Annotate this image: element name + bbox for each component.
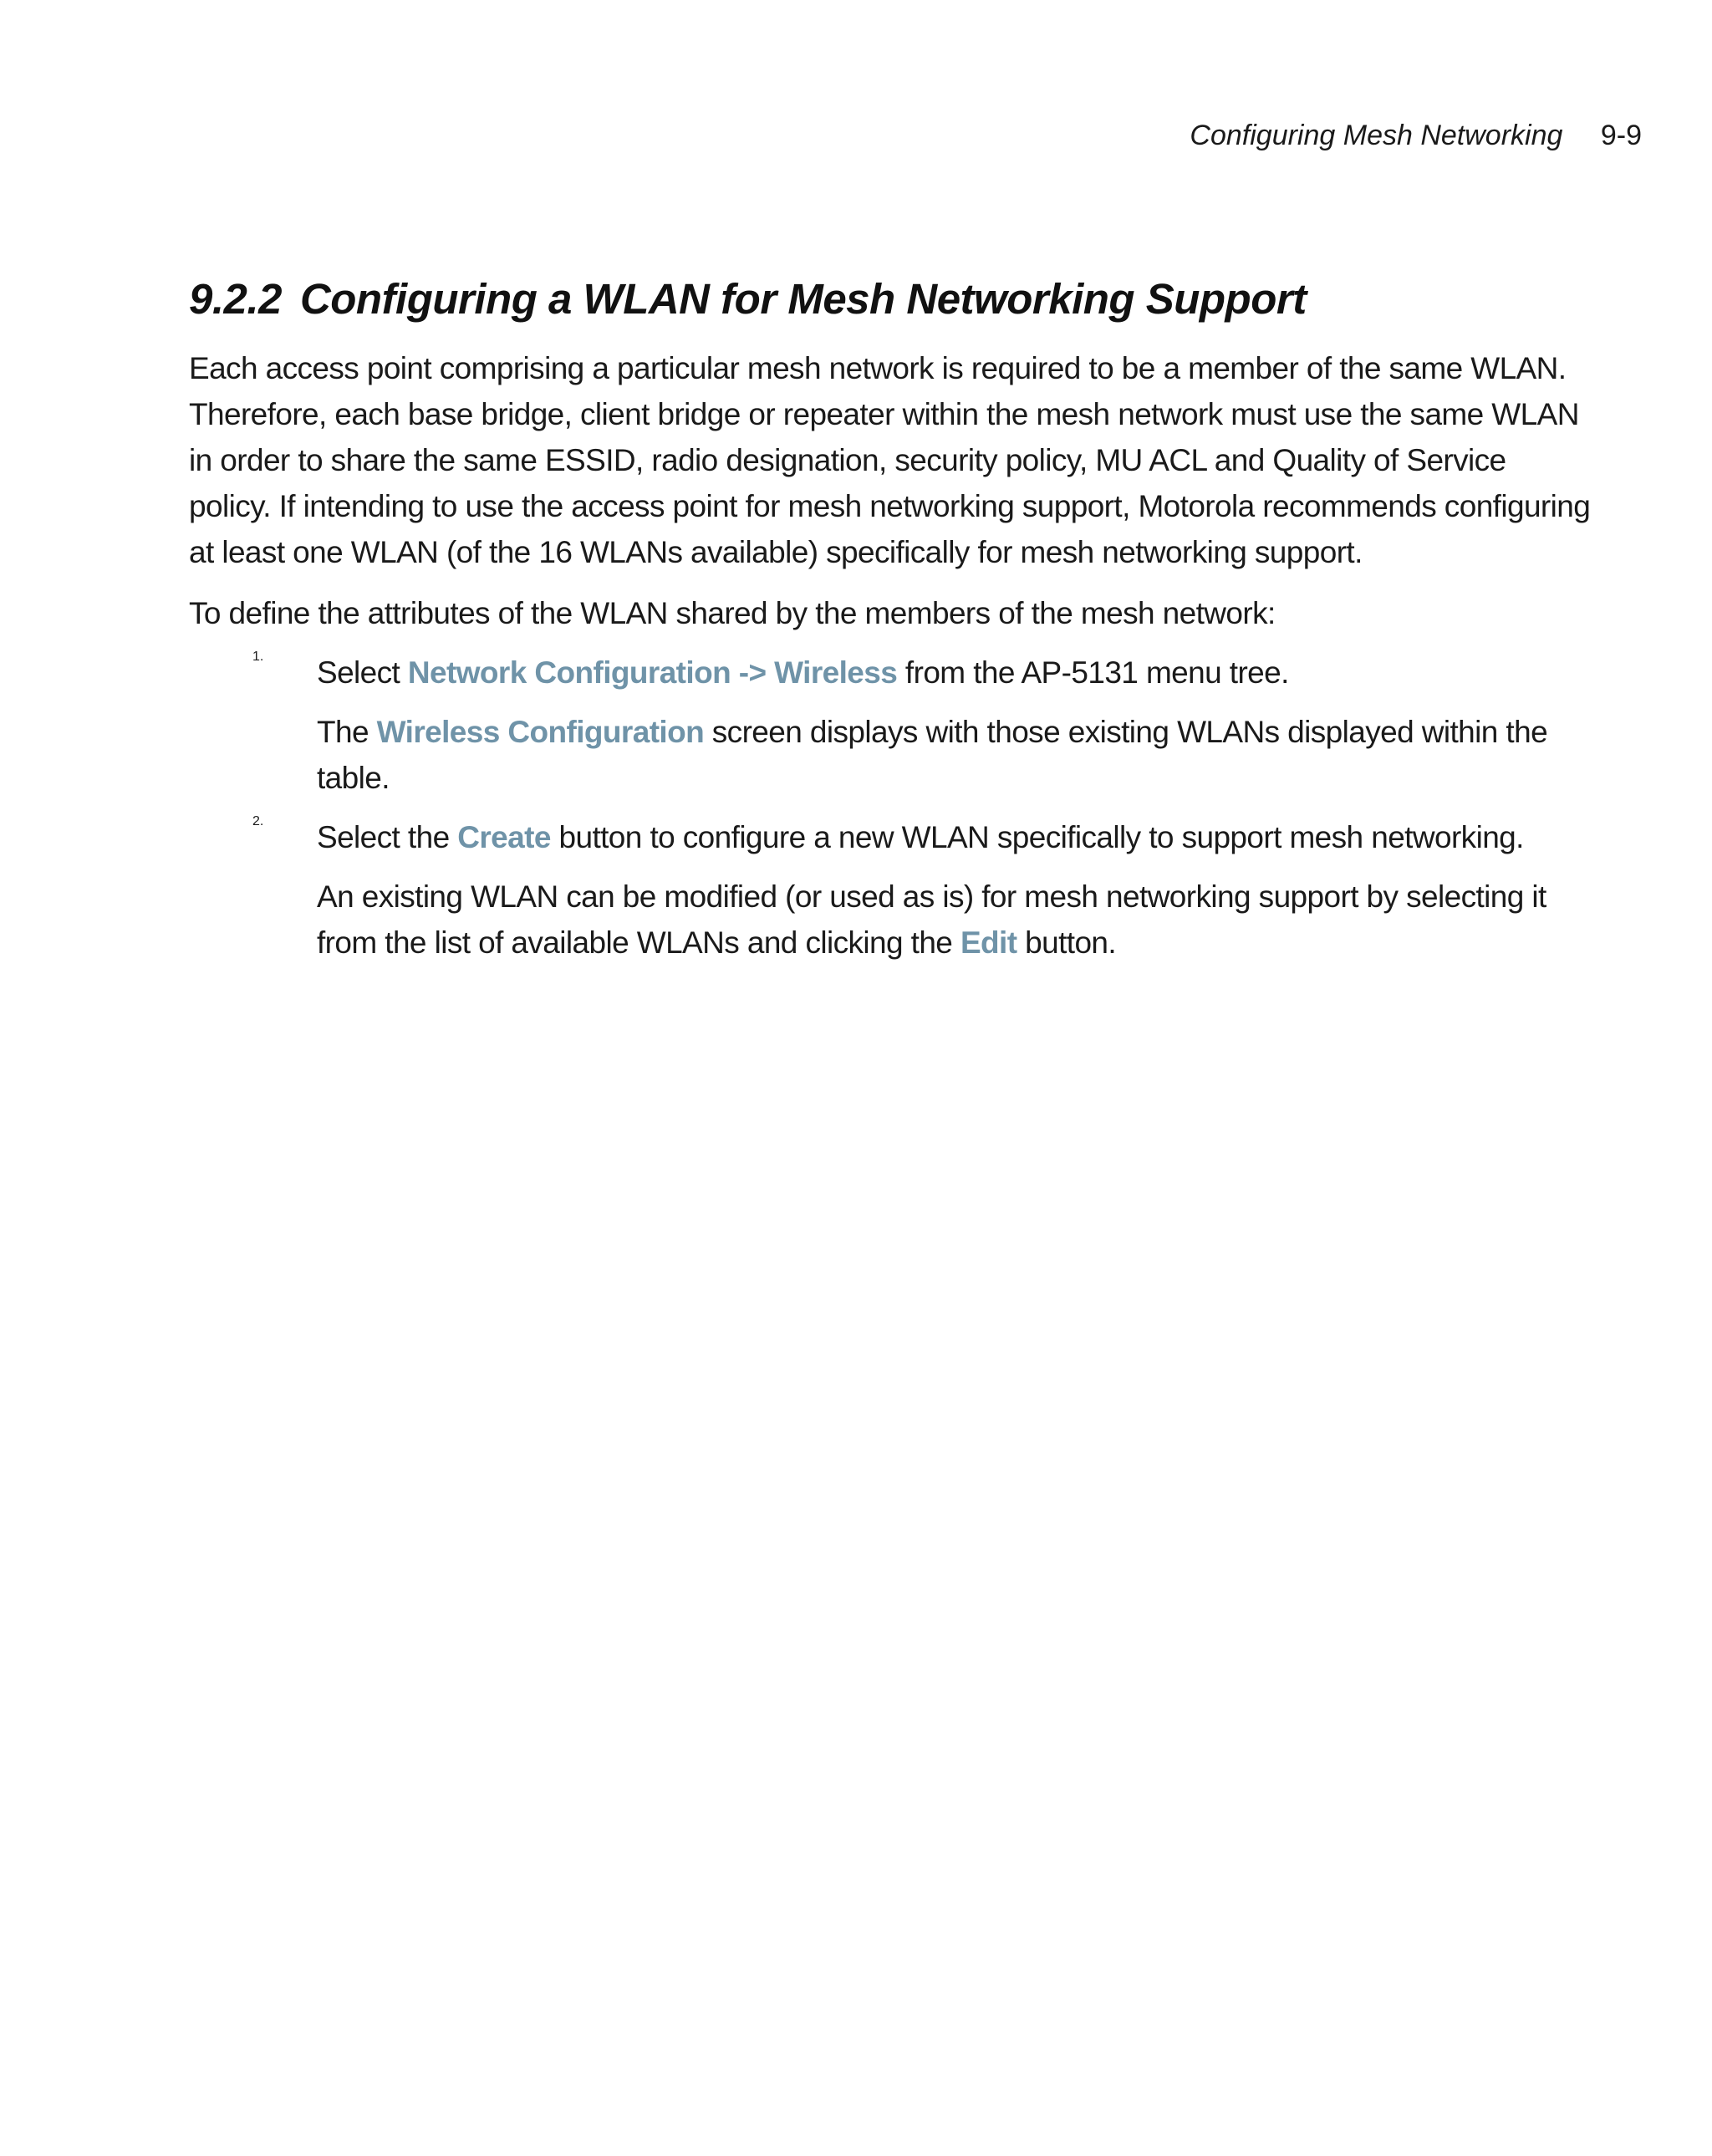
section-number: 9.2.2 xyxy=(189,275,282,323)
section-title: Configuring a WLAN for Mesh Networking Support xyxy=(299,275,1307,323)
page-number: 9-9 xyxy=(1600,120,1642,151)
step-text: Select xyxy=(317,655,408,690)
step-number: 2. xyxy=(252,814,264,828)
step-text: button to configure a new WLAN specifically to support mesh networking. xyxy=(550,820,1524,854)
note-text: An existing WLAN can be modified (or used as is) for mesh networking support by selecting it from the list of available WLANs and clicking the xyxy=(317,879,1546,960)
note-text: screen displays with those existing WLANs displayed within the table. xyxy=(317,715,1548,795)
step-note xyxy=(317,874,1593,966)
procedure-step xyxy=(189,814,1593,966)
note-text: button. xyxy=(1016,925,1117,960)
step-number: 1. xyxy=(252,650,264,664)
ui-term: Network Configuration -> Wireless xyxy=(407,655,898,690)
step-text: from the AP-5131 menu tree. xyxy=(897,655,1289,690)
ui-term: Edit xyxy=(960,925,1017,960)
step-note xyxy=(317,709,1593,801)
note-text: The xyxy=(317,715,377,749)
step-instruction xyxy=(317,650,1593,696)
running-header-title: Configuring Mesh Networking xyxy=(1190,120,1563,151)
procedure-step xyxy=(189,650,1593,801)
ui-term: Wireless Configuration xyxy=(376,715,705,749)
intro-paragraph: Each access point comprising a particular mesh network is required to be a member of the same WLAN. Therefore, each base bridge, client bridge or repeater within the mesh network must use the same WLAN in order to share the same ESSID, radio designation, security policy, MU ACL and Quality of Service policy. If intending to use the access point for mesh networking support, Motorola recommends configuring at least one WLAN (of the 16 WLANs available) specifically for mesh networking support. xyxy=(189,351,1591,569)
section-heading xyxy=(189,272,1593,327)
ui-term: Create xyxy=(457,820,551,854)
running-header xyxy=(1190,117,1642,154)
procedure-lead-in: To define the attributes of the WLAN shared by the members of the mesh network: xyxy=(189,596,1276,630)
page-body xyxy=(189,272,1593,979)
step-text: Select the xyxy=(317,820,458,854)
step-instruction xyxy=(317,814,1593,860)
